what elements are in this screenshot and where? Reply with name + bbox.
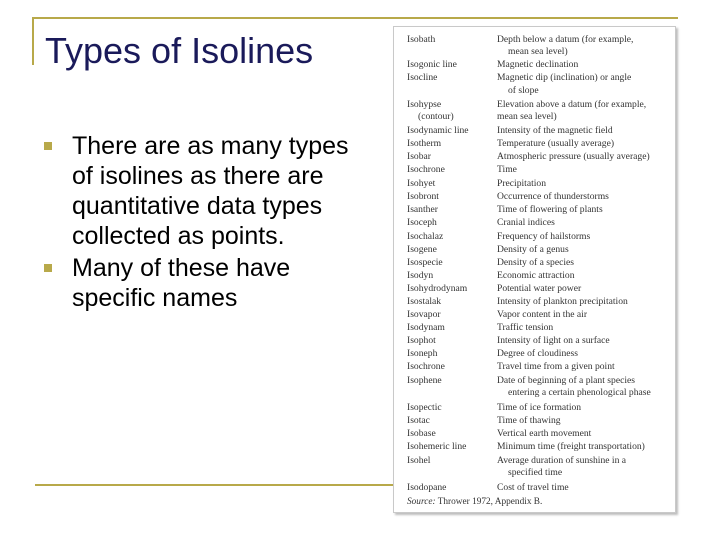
isoline-definition: Temperature (usually average) <box>497 138 615 149</box>
isoline-term: Isohyet <box>407 178 436 189</box>
isoline-definition: Cost of travel time <box>497 482 569 493</box>
isoline-definition: Atmospheric pressure (usually average) <box>497 151 650 162</box>
isoline-term: Isobase <box>407 428 436 439</box>
isoline-term: Isophene <box>407 375 442 386</box>
isoline-definition: Depth below a datum (for example, <box>497 34 634 45</box>
isoline-definition: Time of ice formation <box>497 402 582 413</box>
isoline-term: Isohel <box>407 455 431 466</box>
isoline-term: Isodynamic line <box>407 125 469 136</box>
isoline-definition: Time of flowering of plants <box>497 204 603 215</box>
isoline-term: Isotac <box>407 415 430 426</box>
isoline-definition: Traffic tension <box>497 322 554 333</box>
isoline-term: Isobar <box>407 151 431 162</box>
isoline-term: Isoneph <box>407 348 438 359</box>
isoline-definition: Time <box>497 164 517 175</box>
isoline-definition: Cranial indices <box>497 217 555 228</box>
isoline-definition: Density of a genus <box>497 244 569 255</box>
isoline-definition: Date of beginning of a plant species <box>497 375 635 386</box>
isoline-term: Isovapor <box>407 309 441 320</box>
isoline-term: Isotherm <box>407 138 442 149</box>
isoline-table-image <box>393 26 676 513</box>
isoline-term: Isohydrodynam <box>407 283 468 294</box>
isoline-definition: Travel time from a given point <box>497 361 615 372</box>
isoline-term: Isogonic line <box>407 59 457 70</box>
isoline-definition: Intensity of the magnetic field <box>497 125 613 136</box>
table-source <box>407 497 542 507</box>
isoline-term: Isostalak <box>407 296 442 307</box>
isoline-term: Isodynam <box>407 322 445 333</box>
bullet-text: Many of these have specific names <box>72 254 291 312</box>
isoline-definition: of slope <box>508 84 539 96</box>
isoline-definition: Vapor content in the air <box>497 309 588 320</box>
isoline-term: Isodyn <box>407 270 434 281</box>
source-label: Source: <box>407 497 436 507</box>
isoline-definition: Elevation above a datum (for example, <box>497 99 647 110</box>
isoline-definition: mean sea level) <box>497 110 557 122</box>
isoline-term: Isochrone <box>407 164 445 175</box>
isoline-definition: Time of thawing <box>497 415 561 426</box>
isoline-definition: Intensity of plankton precipitation <box>497 296 628 307</box>
isoline-term: Isoceph <box>407 217 437 228</box>
isoline-term: Isochalaz <box>407 231 444 242</box>
isoline-term: Isobront <box>407 191 439 202</box>
isoline-definition: Average duration of sunshine in a <box>497 455 627 466</box>
slide-title: Types of Isolines <box>45 30 314 71</box>
isoline-definition: Intensity of light on a surface <box>497 335 610 346</box>
isoline-term: Isobath <box>407 34 436 45</box>
isoline-definition: Precipitation <box>497 178 547 189</box>
isoline-definition: mean sea level) <box>508 45 568 57</box>
isoline-definition: Vertical earth movement <box>497 428 592 439</box>
bullet-list <box>40 131 370 315</box>
isoline-definition: Degree of cloudiness <box>497 348 578 359</box>
bullet-square-icon <box>44 142 52 150</box>
isoline-definition: Magnetic dip (inclination) or angle <box>497 72 632 83</box>
isoline-term: Isospecie <box>407 257 443 268</box>
isoline-term: Isohypse <box>407 99 442 110</box>
isoline-definition: Economic attraction <box>497 270 575 281</box>
accent-rule-vertical <box>32 17 34 65</box>
isoline-definition: specified time <box>508 467 563 478</box>
isoline-term: Isochrone <box>407 361 445 372</box>
accent-rule-top <box>32 17 678 19</box>
source-text: Thrower 1972, Appendix B. <box>437 497 543 507</box>
isoline-term: Isodopane <box>407 482 447 493</box>
isoline-term: Isanther <box>407 204 438 215</box>
isoline-term: Isophot <box>407 335 436 346</box>
isoline-term: Isohemeric line <box>407 441 467 452</box>
isoline-term: Isogene <box>407 244 437 255</box>
isoline-term: Isocline <box>407 72 438 83</box>
isoline-definition: Potential water power <box>497 283 582 294</box>
accent-rule-bottom <box>35 484 395 486</box>
isoline-definition: Occurrence of thunderstorms <box>497 191 609 202</box>
isoline-definition: Density of a species <box>497 257 574 268</box>
isoline-definition: Frequency of hailstorms <box>497 231 591 242</box>
isoline-definition: Minimum time (freight transportation) <box>497 441 645 452</box>
isoline-term: Isopectic <box>407 402 442 413</box>
bullet-item <box>40 253 370 313</box>
bullet-square-icon <box>44 264 52 272</box>
isoline-definition: entering a certain phenological phase <box>508 387 651 398</box>
isoline-term: (contour) <box>418 110 454 122</box>
isoline-definition: Magnetic declination <box>497 59 579 70</box>
bullet-item <box>40 131 370 251</box>
bullet-text: There are as many types of isolines as there are quantitative data types collected as points. <box>72 132 349 250</box>
